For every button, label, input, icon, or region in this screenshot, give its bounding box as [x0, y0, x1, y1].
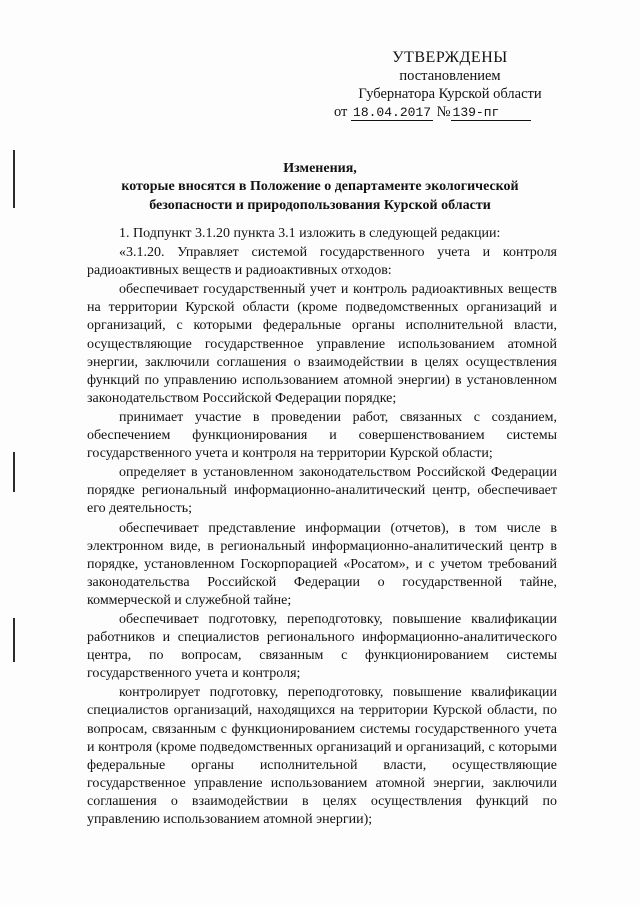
- approval-date-line: [330, 103, 570, 122]
- document-title: [70, 160, 570, 215]
- body-paragraph: контролирует подготовку, переподготовку, повышение квалификации специалистов организаций, находящихся на территории Курской области, по вопросам, связанным с функционированием системы государственного учета и контроля (кроме подведомственных организаций и организаций, с которыми федеральные органы исполнительной власти, осуществляющие государственное управление использованием атомной энергии, заключили соглашения о взаимодействии в целях осуществления функций по управлению использованием атомной энергии);: [87, 685, 557, 827]
- body-paragraph: 1. Подпункт 3.1.20 пункта 3.1 изложить в следующей редакции:: [119, 226, 501, 241]
- body-paragraph: обеспечивает представление информации (отчетов), в том числе в электронном виде, в региональный информационно-аналитический центр в порядке, установленном Госкорпорацией «Росатом», и с учетом требований законодательства Российской Федерации о государственной тайне, коммерческой и служебной тайне;: [87, 520, 557, 608]
- approval-line: Губернатора Курской области: [358, 86, 542, 102]
- document-body: [87, 225, 557, 830]
- body-paragraph: обеспечивает подготовку, переподготовку, повышение квалификации работников и специалистов регионального информационно-аналитического центра, по вопросам, связанным с функционированием системы государственного учета и контроля;: [87, 611, 557, 682]
- approval-number: 139-пг: [451, 105, 532, 121]
- number-prefix: №: [436, 104, 451, 120]
- body-paragraph: определяет в установленном законодательством Российской Федерации порядке региональный информационно-аналитический центр, обеспечивает его деятельность;: [87, 465, 557, 517]
- scan-edge-mark: [13, 618, 15, 662]
- title-line: безопасности и природопользования Курской области: [149, 197, 491, 213]
- approval-stamp: [330, 49, 570, 122]
- body-paragraph: обеспечивает государственный учет и контроль радиоактивных веществ на территории Курской области (кроме подведомственных организаций и организаций, с которыми федеральные органы исполнительной власти, осуществляющие государственное управление использованием атомной энергии, заключили соглашения о взаимодействии в целях осуществления функций по управлению использованием атомной энергии) в установленном законодательством Российской Федерации порядке;: [87, 282, 557, 406]
- approval-heading: УТВЕРЖДЕНЫ: [392, 49, 508, 66]
- body-paragraph: принимает участие в проведении работ, связанных с созданием, обеспечением функционирования и совершенствованием системы государственного учета и контроля на территории Курской области;: [87, 409, 557, 462]
- body-paragraph: «3.1.20. Управляет системой государственного учета и контроля радиоактивных веществ и радиоактивных отходов:: [87, 245, 557, 279]
- scan-edge-mark: [13, 150, 15, 208]
- title-line: Изменения,: [283, 161, 357, 176]
- scan-edge-mark: [13, 452, 15, 492]
- title-line: которые вносятся в Положение о департаменте экологической: [121, 179, 519, 195]
- date-prefix: от: [334, 104, 348, 120]
- approval-date: 18.04.2017: [353, 105, 432, 120]
- approval-line: постановлением: [399, 68, 501, 84]
